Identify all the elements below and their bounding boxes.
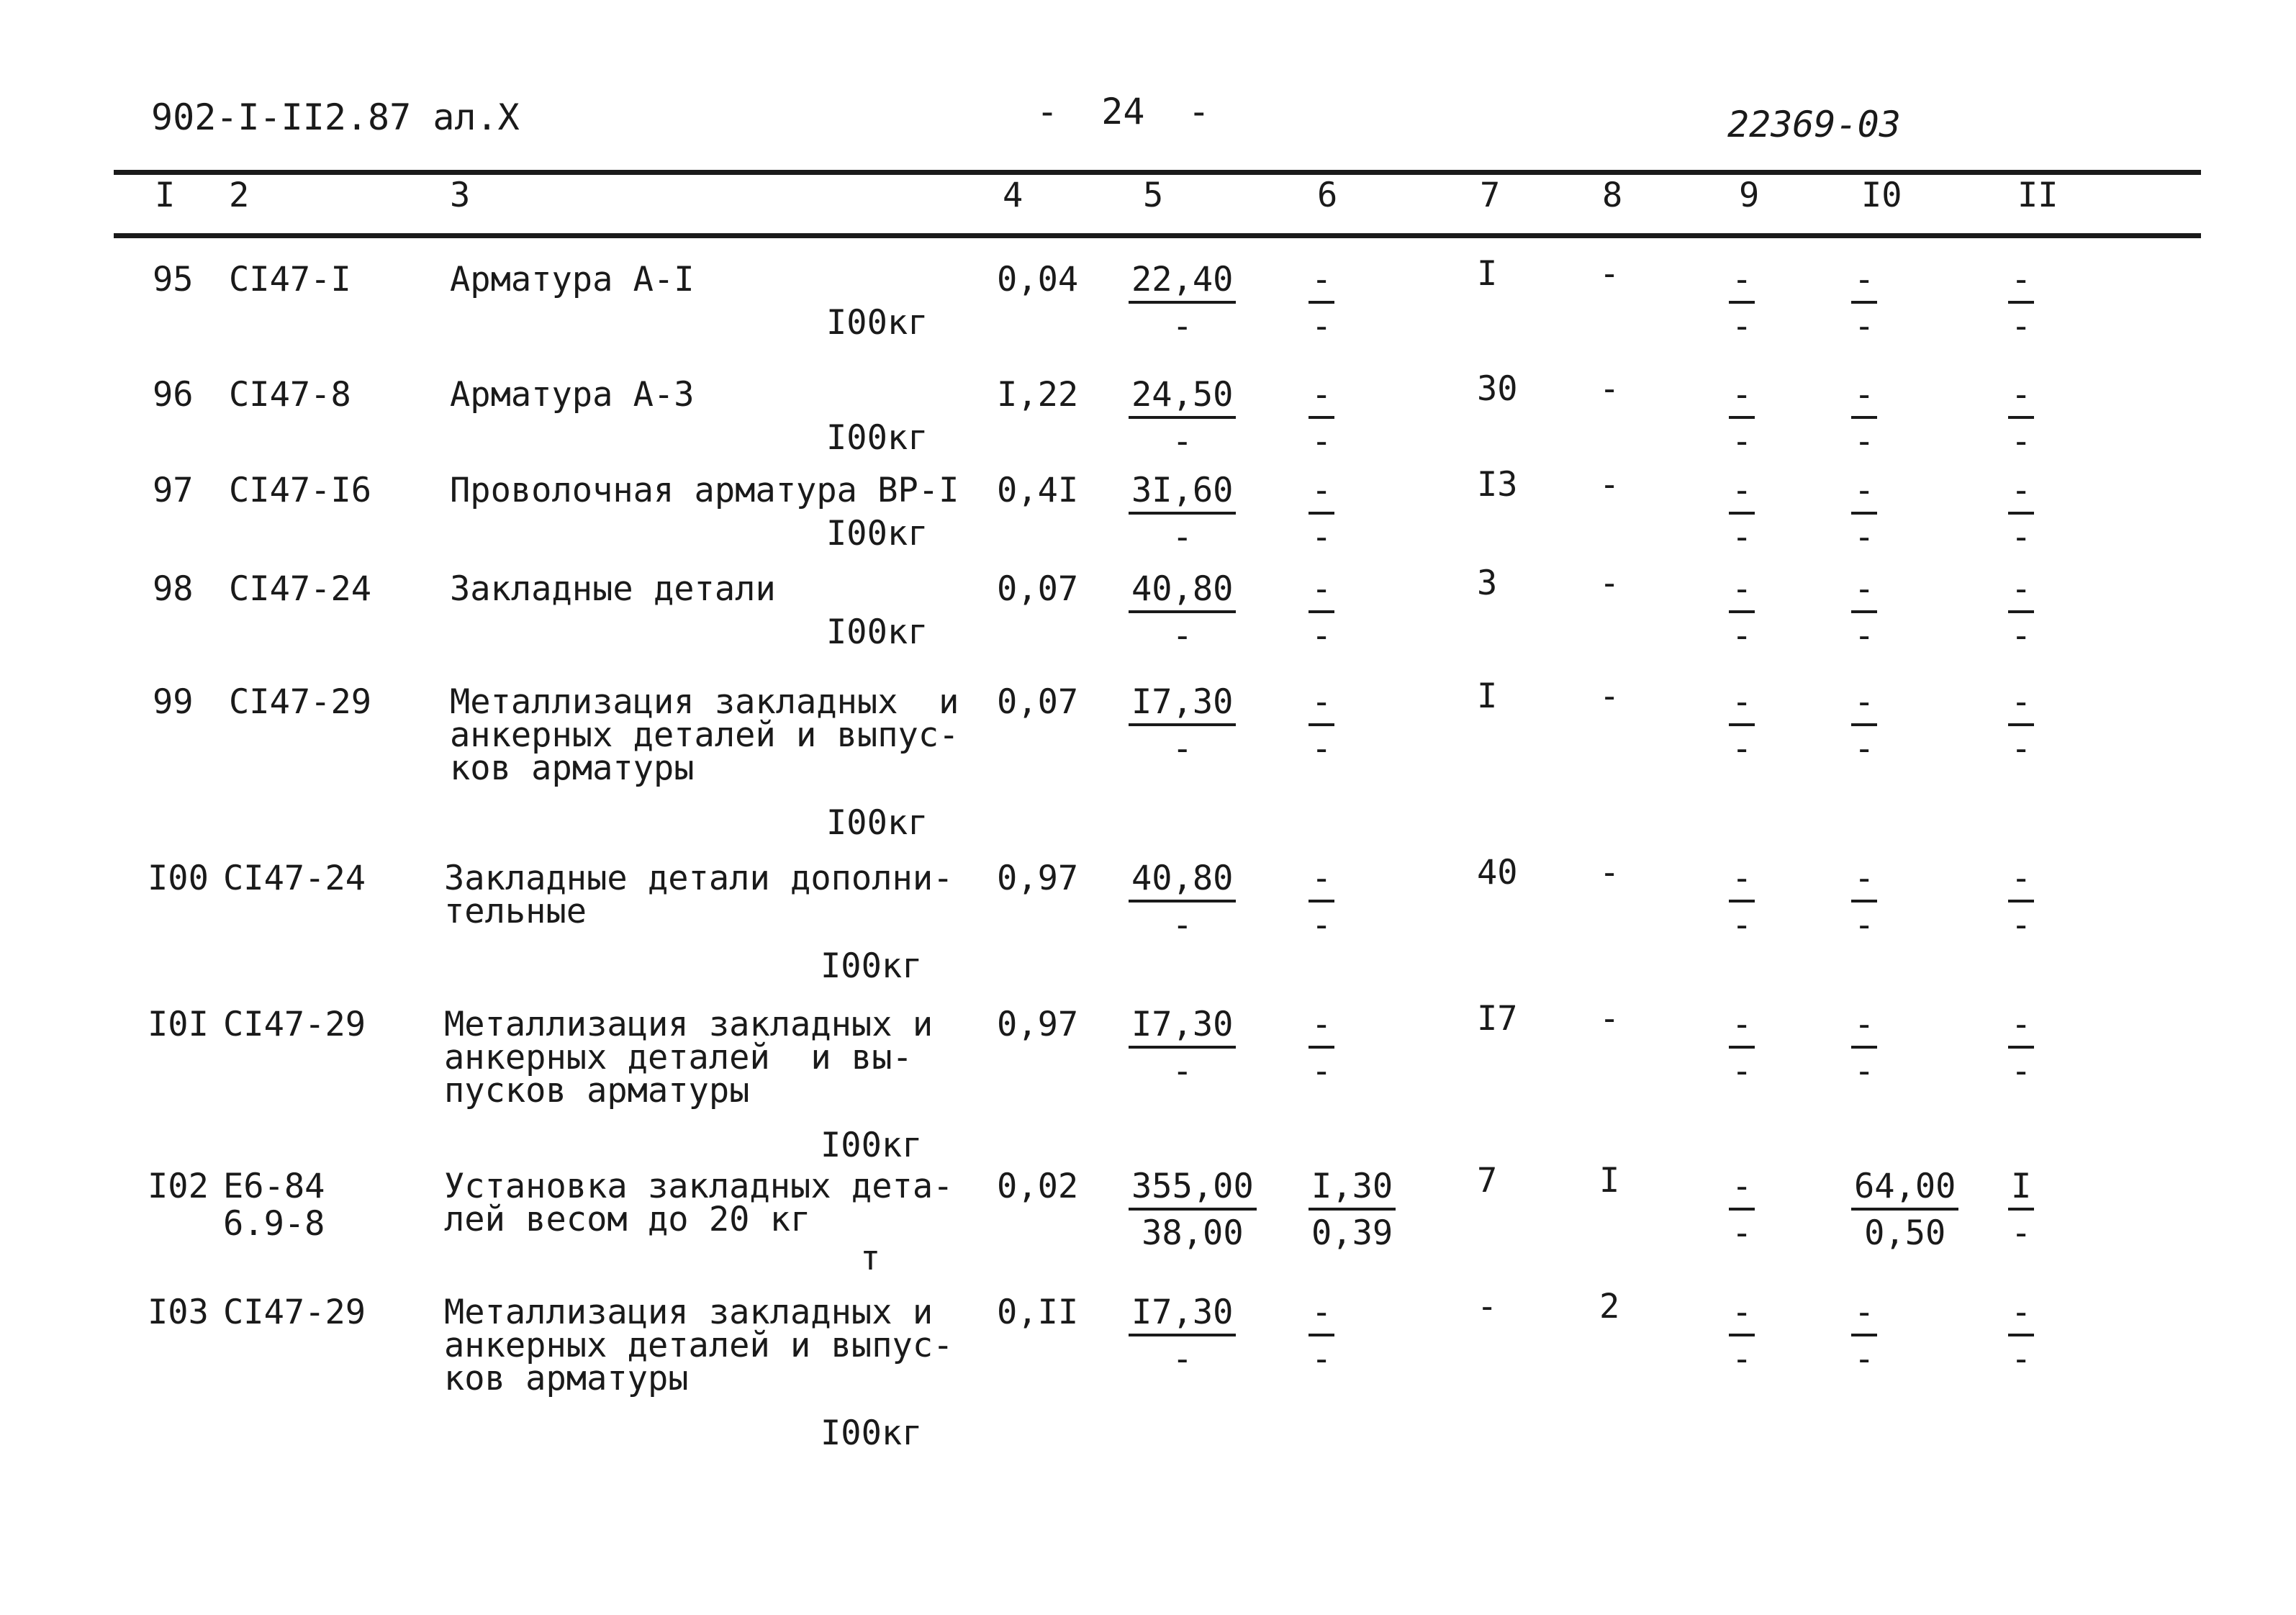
fraction-denominator: - — [1172, 729, 1193, 769]
row-col7: 3 — [1477, 564, 1498, 603]
fraction-denominator: - — [1732, 307, 1753, 346]
fraction-cell-c11 — [2008, 1293, 2034, 1379]
fraction-numerator: I,30 — [1309, 1170, 1396, 1211]
fraction-cell-c10 — [1851, 1167, 1958, 1253]
row-unit: I00кг — [826, 612, 928, 652]
row-col7: I3 — [1477, 465, 1518, 505]
row-number: I00 — [148, 859, 209, 898]
fraction-cell-c11 — [2008, 260, 2034, 346]
row-code: CI47-24 — [229, 569, 372, 609]
row-col8: - — [1599, 254, 1620, 294]
fraction-denominator: - — [1172, 517, 1193, 557]
row-col8: - — [1599, 564, 1620, 603]
row-description: Металлизация закладных и — [444, 1293, 934, 1332]
row-description: анкерных деталей и выпус- — [450, 715, 959, 755]
fraction-cell-c5 — [1129, 1167, 1257, 1253]
fraction-denominator: - — [1854, 422, 1875, 461]
fraction-cell-c9 — [1729, 1005, 1755, 1091]
fraction-denominator: - — [1172, 905, 1193, 945]
column-header-3: 3 — [450, 176, 471, 215]
row-col7: 40 — [1477, 853, 1518, 892]
fraction-numerator: I — [2008, 1170, 2034, 1211]
row-unit: I00кг — [821, 1413, 923, 1453]
fraction-denominator: - — [2011, 1051, 2032, 1091]
fraction-numerator: 64,00 — [1851, 1170, 1958, 1211]
fraction-numerator: - — [1309, 474, 1334, 515]
row-description: Закладные детали дополни- — [444, 859, 954, 898]
fraction-cell-c9 — [1729, 375, 1755, 461]
fraction-cell-c10 — [1851, 375, 1877, 461]
row-unit: I00кг — [826, 418, 928, 458]
fraction-numerator: - — [1309, 861, 1334, 902]
column-header-10: I0 — [1861, 176, 1902, 215]
row-number: 95 — [153, 260, 194, 299]
fraction-denominator: 0,39 — [1311, 1213, 1393, 1253]
row-quantity: 0,97 — [997, 859, 1079, 898]
row-quantity: 0,02 — [997, 1167, 1079, 1206]
fraction-denominator: - — [1311, 422, 1332, 461]
fraction-numerator: - — [1309, 1295, 1334, 1336]
fraction-denominator: - — [1854, 1051, 1875, 1091]
document-code: 902-I-II2.87 ал.X — [151, 96, 520, 138]
row-quantity: 0,97 — [997, 1005, 1079, 1044]
fraction-denominator: - — [1311, 1051, 1332, 1091]
row-code: CI47-29 — [223, 1293, 366, 1332]
fraction-numerator: - — [2008, 474, 2034, 515]
row-col7: 30 — [1477, 369, 1518, 409]
fraction-cell-c9 — [1729, 260, 1755, 346]
row-description: ков арматуры — [450, 748, 695, 788]
row-unit: I00кг — [826, 514, 928, 553]
fraction-cell-c6 — [1309, 1005, 1334, 1091]
row-number: 98 — [153, 569, 194, 609]
row-unit: т — [860, 1239, 881, 1278]
row-col7: 7 — [1477, 1161, 1498, 1200]
row-code: CI47-I6 — [229, 471, 372, 510]
fraction-denominator: - — [1854, 307, 1875, 346]
fraction-denominator: - — [1854, 1339, 1875, 1379]
fraction-numerator: 40,80 — [1129, 572, 1236, 613]
fraction-cell-c9 — [1729, 1293, 1755, 1379]
fraction-cell-c6 — [1309, 260, 1334, 346]
fraction-cell-c6 — [1309, 1293, 1334, 1379]
row-description: анкерных деталей и вы- — [444, 1038, 913, 1077]
row-description: Закладные детали — [450, 569, 776, 609]
fraction-denominator: - — [2011, 1213, 2032, 1253]
row-number: I03 — [148, 1293, 209, 1332]
fraction-numerator: - — [1729, 572, 1755, 613]
fraction-numerator: I7,30 — [1129, 1295, 1236, 1336]
row-code: CI47-24 — [223, 859, 366, 898]
fraction-cell-c11 — [2008, 1005, 2034, 1091]
fraction-denominator: - — [2011, 422, 2032, 461]
fraction-numerator: - — [1851, 572, 1877, 613]
row-description: Проволочная арматура ВР-I — [450, 471, 959, 510]
fraction-denominator: - — [1311, 307, 1332, 346]
fraction-numerator: - — [1729, 1170, 1755, 1211]
fraction-numerator: - — [1851, 378, 1877, 419]
row-unit: I00кг — [826, 803, 928, 843]
column-header-5: 5 — [1143, 176, 1164, 215]
row-unit: I00кг — [821, 946, 923, 986]
row-description: Установка закладных дета- — [444, 1167, 954, 1206]
fraction-denominator: - — [1732, 905, 1753, 945]
fraction-numerator: - — [2008, 861, 2034, 902]
fraction-denominator: - — [1172, 616, 1193, 656]
fraction-cell-c10 — [1851, 682, 1877, 769]
row-col8: 2 — [1599, 1287, 1620, 1326]
fraction-cell-c11 — [2008, 859, 2034, 945]
page-number: - 24 - — [1036, 91, 1210, 132]
row-col8: - — [1599, 677, 1620, 716]
row-col8: - — [1599, 853, 1620, 892]
fraction-cell-c10 — [1851, 1293, 1877, 1379]
fraction-denominator: - — [1311, 517, 1332, 557]
row-code: Е6-84 — [223, 1167, 325, 1206]
fraction-cell-c6 — [1309, 471, 1334, 557]
fraction-denominator: - — [2011, 307, 2032, 346]
fraction-cell-c9 — [1729, 1167, 1755, 1253]
fraction-numerator: 3I,60 — [1129, 474, 1236, 515]
fraction-numerator: I7,30 — [1129, 685, 1236, 726]
fraction-numerator: - — [1729, 685, 1755, 726]
row-description: Металлизация закладных и — [444, 1005, 934, 1044]
fraction-cell-c6 — [1309, 859, 1334, 945]
fraction-denominator: - — [1854, 517, 1875, 557]
fraction-denominator: - — [1854, 616, 1875, 656]
fraction-numerator: - — [1309, 378, 1334, 419]
fraction-cell-c5 — [1129, 471, 1236, 557]
fraction-denominator: - — [2011, 616, 2032, 656]
row-col7: I7 — [1477, 999, 1518, 1039]
row-description: ков арматуры — [444, 1359, 689, 1398]
row-description: Арматура А-3 — [450, 375, 695, 415]
fraction-denominator: - — [1732, 729, 1753, 769]
sheet-code: 22369-03 — [1727, 104, 1901, 145]
fraction-cell-c5 — [1129, 1005, 1236, 1091]
row-unit: I00кг — [826, 303, 928, 343]
row-code: CI47-29 — [223, 1005, 366, 1044]
row-quantity: 0,07 — [997, 569, 1079, 609]
fraction-numerator: - — [1729, 1008, 1755, 1049]
row-number: 99 — [153, 682, 194, 722]
fraction-denominator: - — [1854, 905, 1875, 945]
fraction-cell-c5 — [1129, 375, 1236, 461]
column-header-6: 6 — [1317, 176, 1338, 215]
fraction-denominator: - — [2011, 517, 2032, 557]
fraction-denominator: - — [1172, 422, 1193, 461]
row-quantity: 0,II — [997, 1293, 1079, 1332]
row-col8: - — [1599, 369, 1620, 409]
row-col7: - — [1477, 1287, 1498, 1326]
fraction-denominator: - — [1172, 1339, 1193, 1379]
row-col8: - — [1599, 999, 1620, 1039]
fraction-numerator: - — [1729, 1295, 1755, 1336]
fraction-denominator: - — [2011, 729, 2032, 769]
row-col8: - — [1599, 465, 1620, 505]
row-code: CI47-8 — [229, 375, 351, 415]
fraction-cell-c11 — [2008, 569, 2034, 656]
fraction-cell-c5 — [1129, 569, 1236, 656]
fraction-numerator: - — [2008, 263, 2034, 304]
fraction-numerator: - — [1309, 685, 1334, 726]
row-number: 96 — [153, 375, 194, 415]
row-col7: I — [1477, 677, 1498, 716]
fraction-numerator: - — [2008, 378, 2034, 419]
fraction-cell-c10 — [1851, 859, 1877, 945]
fraction-numerator: - — [2008, 1295, 2034, 1336]
fraction-denominator: - — [2011, 905, 2032, 945]
fraction-denominator: 38,00 — [1142, 1213, 1244, 1253]
fraction-numerator: - — [1309, 572, 1334, 613]
fraction-cell-c6 — [1309, 682, 1334, 769]
fraction-cell-c10 — [1851, 260, 1877, 346]
fraction-cell-c5 — [1129, 1293, 1236, 1379]
fraction-numerator: - — [1851, 685, 1877, 726]
row-code: CI47-I — [229, 260, 351, 299]
fraction-cell-c6 — [1309, 1167, 1396, 1253]
fraction-cell-c6 — [1309, 569, 1334, 656]
fraction-numerator: - — [1729, 861, 1755, 902]
fraction-numerator: - — [1851, 1295, 1877, 1336]
fraction-denominator: - — [1311, 616, 1332, 656]
fraction-denominator: - — [1311, 1339, 1332, 1379]
row-number: 97 — [153, 471, 194, 510]
fraction-numerator: - — [1729, 263, 1755, 304]
row-code: 6.9-8 — [223, 1204, 325, 1244]
fraction-denominator: - — [1732, 1339, 1753, 1379]
fraction-cell-c11 — [2008, 375, 2034, 461]
fraction-cell-c9 — [1729, 859, 1755, 945]
fraction-cell-c10 — [1851, 471, 1877, 557]
row-number: I02 — [148, 1167, 209, 1206]
fraction-denominator: - — [2011, 1339, 2032, 1379]
fraction-cell-c10 — [1851, 1005, 1877, 1091]
fraction-denominator: - — [1311, 905, 1332, 945]
row-col7: I — [1477, 254, 1498, 294]
fraction-numerator: - — [1851, 1008, 1877, 1049]
row-description: Арматура А-I — [450, 260, 695, 299]
row-quantity: I,22 — [997, 375, 1079, 415]
fraction-cell-c11 — [2008, 471, 2034, 557]
fraction-denominator: - — [1732, 1213, 1753, 1253]
fraction-numerator: - — [1851, 263, 1877, 304]
fraction-numerator: - — [1729, 474, 1755, 515]
row-description: анкерных деталей и выпус- — [444, 1326, 954, 1365]
fraction-numerator: - — [1729, 378, 1755, 419]
row-description: Металлизация закладных и — [450, 682, 959, 722]
fraction-cell-c5 — [1129, 682, 1236, 769]
fraction-denominator: - — [1172, 307, 1193, 346]
fraction-cell-c9 — [1729, 471, 1755, 557]
column-header-2: 2 — [229, 176, 250, 215]
fraction-denominator: - — [1732, 1051, 1753, 1091]
row-quantity: 0,07 — [997, 682, 1079, 722]
column-header-7: 7 — [1480, 176, 1501, 215]
column-header-8: 8 — [1602, 176, 1623, 215]
table-top-rule — [114, 170, 2201, 175]
fraction-cell-c5 — [1129, 260, 1236, 346]
fraction-numerator: I7,30 — [1129, 1008, 1236, 1049]
fraction-cell-c9 — [1729, 682, 1755, 769]
fraction-numerator: - — [2008, 572, 2034, 613]
fraction-denominator: - — [1854, 729, 1875, 769]
row-description: лей весом до 20 кг — [444, 1200, 811, 1239]
fraction-numerator: 24,50 — [1129, 378, 1236, 419]
column-header-11: II — [2017, 176, 2058, 215]
fraction-denominator: - — [1732, 616, 1753, 656]
row-col8: I — [1599, 1161, 1620, 1200]
fraction-denominator: - — [1172, 1051, 1193, 1091]
column-header-9: 9 — [1739, 176, 1760, 215]
row-quantity: 0,04 — [997, 260, 1079, 299]
fraction-cell-c11 — [2008, 682, 2034, 769]
table-header-rule — [114, 233, 2201, 238]
fraction-denominator: 0,50 — [1864, 1213, 1946, 1253]
column-header-1: I — [155, 176, 176, 215]
row-code: CI47-29 — [229, 682, 372, 722]
column-header-4: 4 — [1003, 176, 1023, 215]
fraction-cell-c5 — [1129, 859, 1236, 945]
fraction-numerator: - — [2008, 685, 2034, 726]
fraction-numerator: - — [1309, 1008, 1334, 1049]
fraction-denominator: - — [1732, 517, 1753, 557]
fraction-cell-c6 — [1309, 375, 1334, 461]
fraction-numerator: 22,40 — [1129, 263, 1236, 304]
fraction-numerator: - — [1851, 861, 1877, 902]
fraction-numerator: 40,80 — [1129, 861, 1236, 902]
fraction-cell-c10 — [1851, 569, 1877, 656]
fraction-denominator: - — [1732, 422, 1753, 461]
fraction-cell-c9 — [1729, 569, 1755, 656]
fraction-numerator: - — [1851, 474, 1877, 515]
row-description: пусков арматуры — [444, 1071, 750, 1110]
row-quantity: 0,4I — [997, 471, 1079, 510]
fraction-denominator: - — [1311, 729, 1332, 769]
fraction-numerator: - — [1309, 263, 1334, 304]
fraction-cell-c11 — [2008, 1167, 2034, 1253]
fraction-numerator: 355,00 — [1129, 1170, 1257, 1211]
fraction-numerator: - — [2008, 1008, 2034, 1049]
row-number: I0I — [148, 1005, 209, 1044]
row-unit: I00кг — [821, 1126, 923, 1165]
row-description: тельные — [444, 892, 587, 931]
